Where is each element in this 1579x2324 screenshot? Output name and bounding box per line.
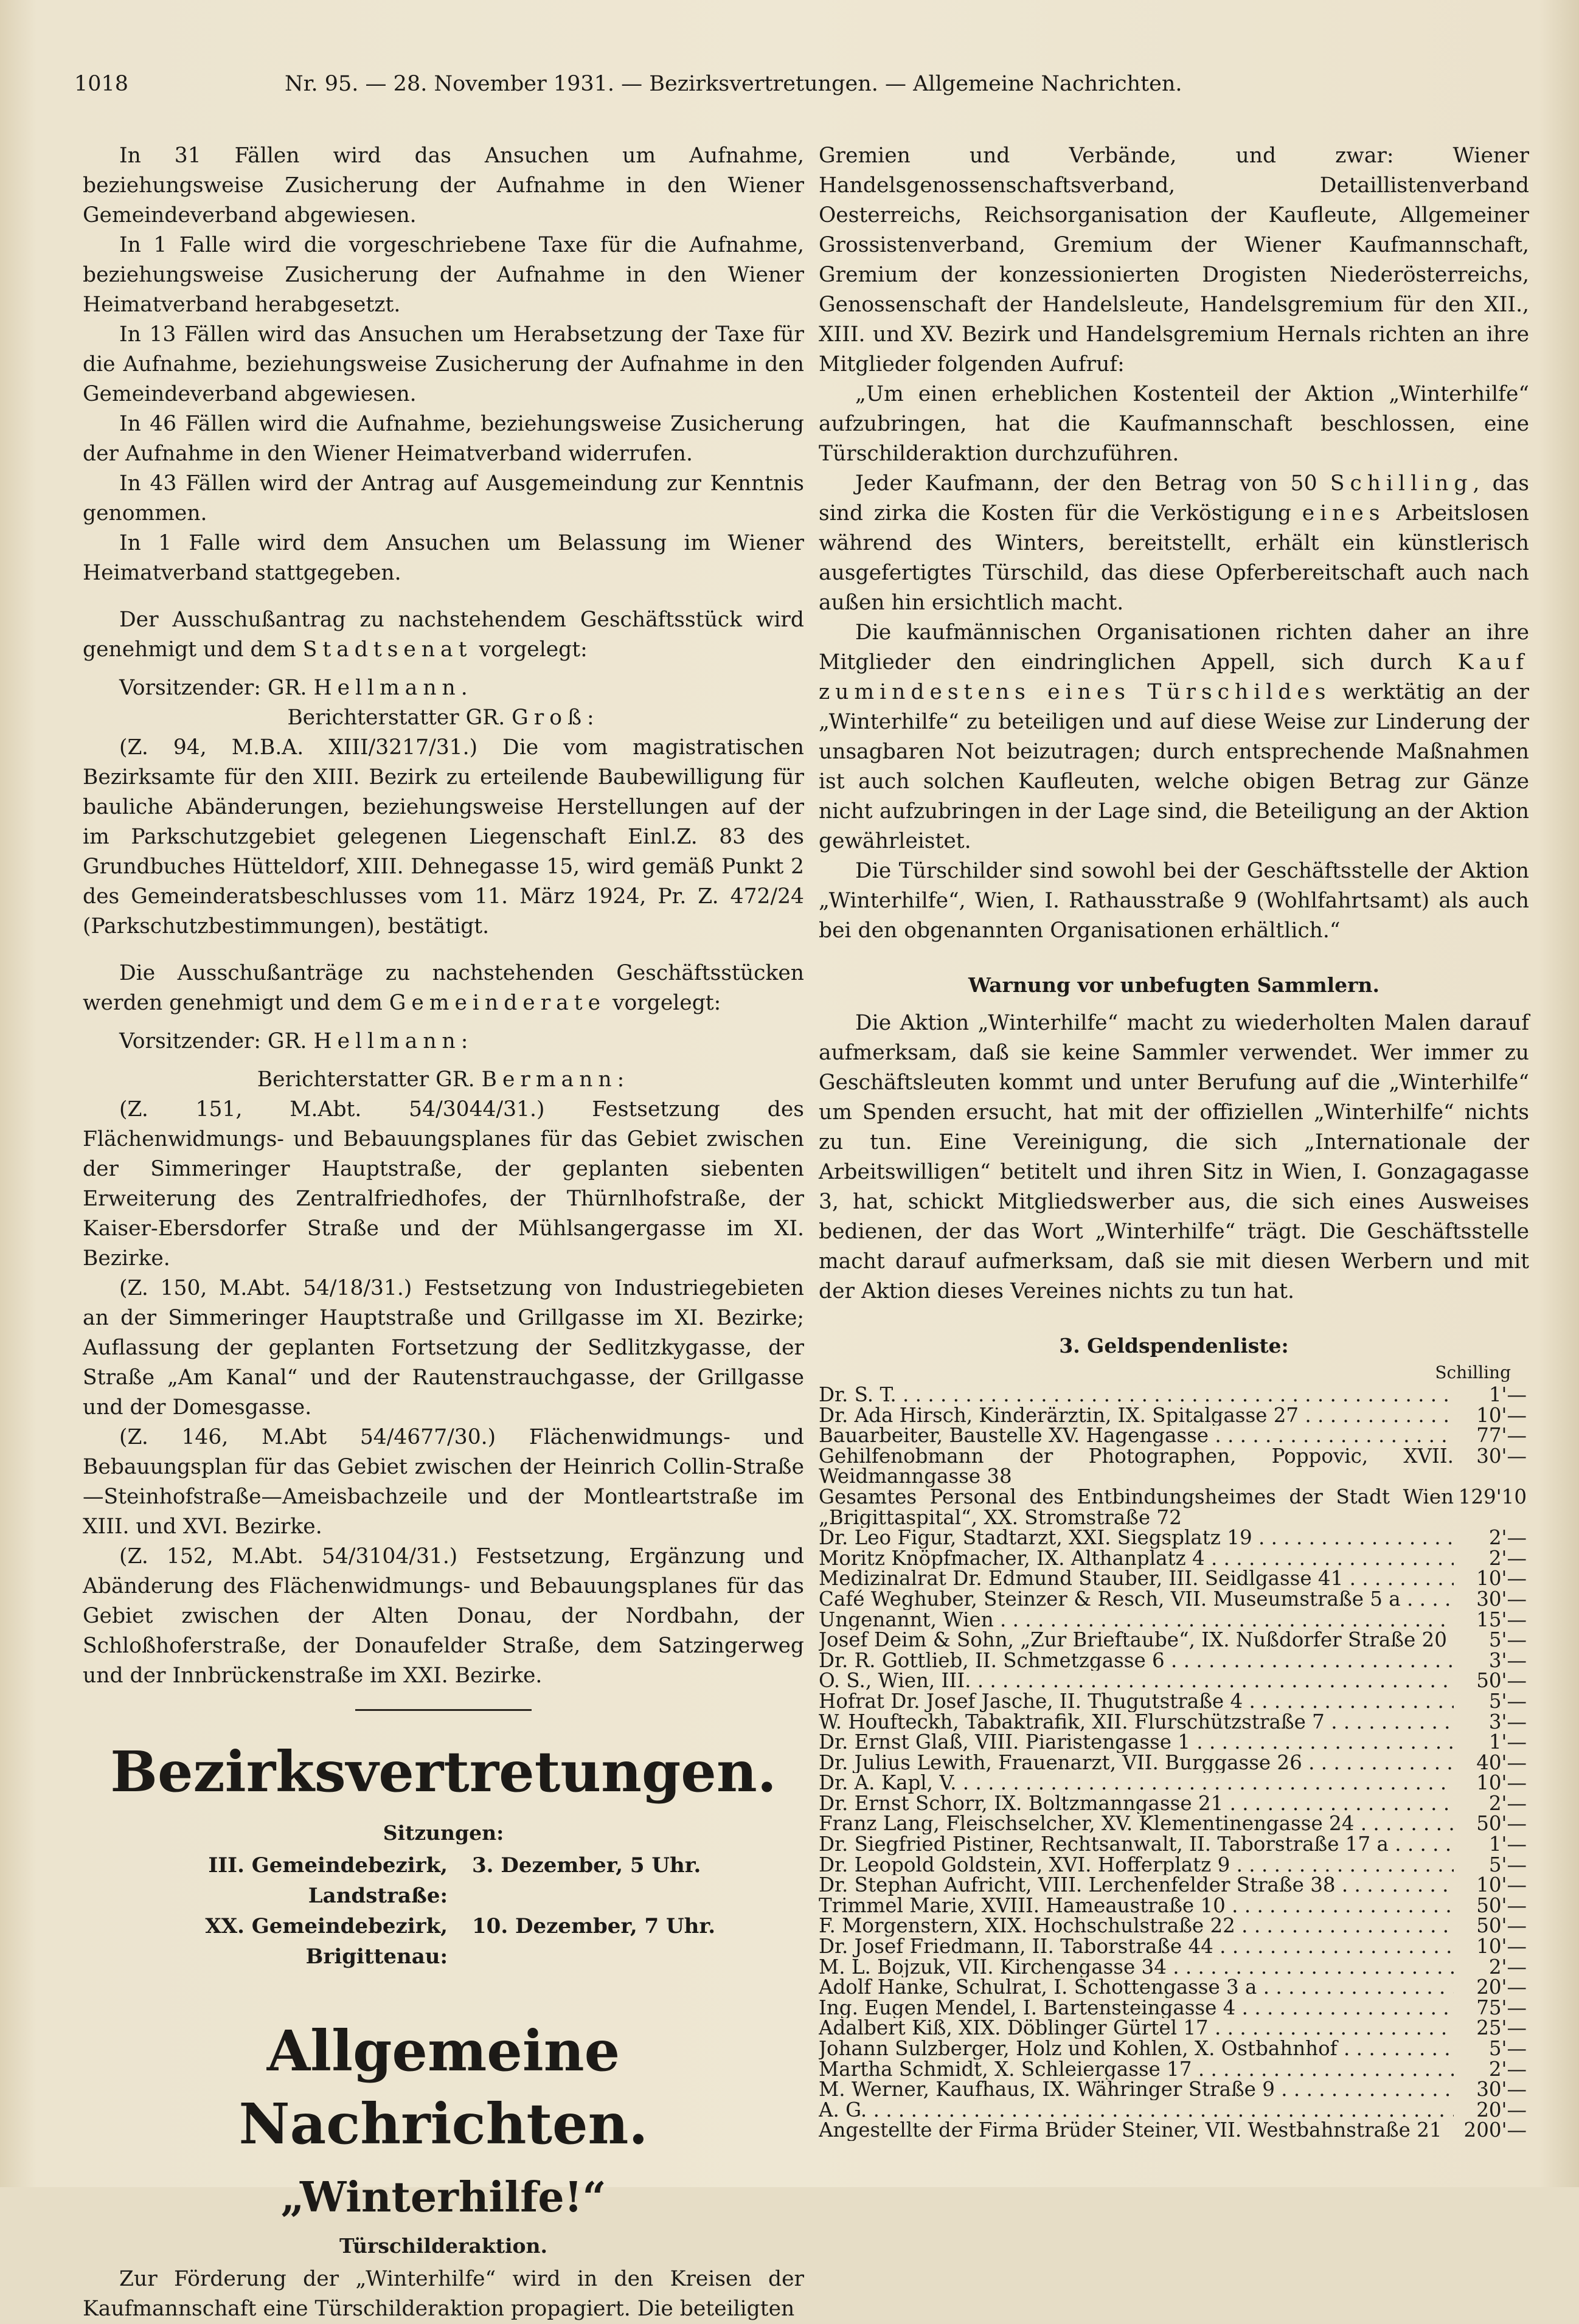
donor-name: Dr. Julius Lewith, Frauenarzt, VII. Burggasse 26 . . . bbox=[819, 1753, 1454, 1774]
donation-amount: 2'— bbox=[1488, 1526, 1527, 1550]
donation-amount: 20'— bbox=[1476, 2098, 1527, 2121]
agenda-item: (Z. 151, M.Abt. 54/3044/31.) Festsetzung des Flächenwidmungs- und Bebauungsplanes für das Gebiet zwischen der Simmeringer Hauptstraße, der geplanten siebenten Erweiterung des Zentralfriedhofes, der Thürnlhofstraße, der Kaiser-Ebersdorfer Straße und der Mühlsangergasse im XI. Bezirke. bbox=[83, 1097, 804, 1271]
donation-amount: 10'— bbox=[1476, 1873, 1527, 1897]
donation-row bbox=[819, 1834, 1529, 1855]
session-row bbox=[83, 1911, 804, 1972]
donation-amount: 10'— bbox=[1476, 1935, 1527, 1958]
donor-name: Dr. S. T. . . . bbox=[819, 1385, 1454, 1406]
warning-paragraph: Die Aktion „Winterhilfe“ macht zu wiederholten Malen darauf aufmerksam, daß sie keine Sammler verwendet. Wer immer zu Geschäftsleuten kommt und unter Berufung auf die „Winterhilfe“ um Spenden ersucht, hat mit der offiziellen „Winterhilfe“ nichts zu tun. Eine Vereinigung, die sich „Internationale der Arbeitswilligen“ betitelt und ihren Sitz in Wien, I. Gonzagagasse 3, hat, schickt Mitgliedswerber aus, die sich eines Ausweises bedienen, der das Wort „Winterhilfe“ trägt. Die Geschäftsstelle macht darauf aufmerksam, daß sie mit diesen Werbern und mit der Aktion dieses Vereines nichts zu tun hat. bbox=[819, 1011, 1529, 1303]
session-row bbox=[83, 1850, 804, 1911]
section-divider bbox=[355, 1709, 532, 1711]
chair-1: Vorsitzender: GR. Hellmann. bbox=[119, 676, 473, 700]
donor-name: Bauarbeiter, Baustelle XV. Hagengasse . . . bbox=[819, 1426, 1454, 1446]
tuerschild-heading: Türschilderaktion. bbox=[339, 2234, 548, 2258]
donation-amount: 10'— bbox=[1476, 1403, 1527, 1427]
donation-row bbox=[819, 1610, 1529, 1631]
donation-row bbox=[819, 1893, 1529, 1917]
donation-row bbox=[819, 1487, 1529, 1528]
donation-amount: 75'— bbox=[1476, 1996, 1527, 2019]
donation-amount: 2'— bbox=[1488, 1546, 1527, 1570]
donor-name: A. G. . . . bbox=[819, 2100, 1454, 2121]
donor-name: Dr. Ernst Glaß, VIII. Piaristengasse 1 . . . bbox=[819, 1732, 1454, 1753]
session-date: 3. Dezember, 5 Uhr. bbox=[472, 1853, 701, 1878]
donation-amount: 15'— bbox=[1476, 1608, 1527, 1631]
donor-name: Dr. Josef Friedmann, II. Taborstraße 44 . . . bbox=[819, 1937, 1454, 1957]
section-title-allgemeine-nachrichten: Allgemeine Nachrichten. bbox=[238, 2018, 648, 2157]
continuation-paragraph: Gremien und Verbände, und zwar: Wiener Handelsgenossenschaftsverband, Detaillistenverband Oesterreichs, Reichsorganisation der Kaufleute, Allgemeiner Grossistenverband, Gremium der Wiener Kaufmannschaft, Gremium der konzessionierten Drogisten Niederösterreichs, Genossenschaft der Handelsleute, Handelsgremium für den XII., XIII. und XV. Bezirk und Handelsgremium Hernals richten an ihre Mitglieder folgenden Aufruf: bbox=[819, 144, 1529, 376]
donor-name: Martha Schmidt, X. Schleiergasse 17 . . . bbox=[819, 2059, 1454, 2080]
donation-amount: 5'— bbox=[1488, 2037, 1527, 2060]
rapporteur-2: Berichterstatter GR. Bermann: bbox=[257, 1067, 630, 1092]
donation-amount: 1'— bbox=[1488, 1383, 1527, 1406]
agenda-item: (Z. 146, M.Abt 54/4677/30.) Flächenwidmungs- und Bebauungsplan für das Gebiet zwischen der Heinrich Collin-Straße—Steinhofstraße—Ameisbachzeile und der Montleartstraße im XIII. und XVI. Bezirke. bbox=[83, 1425, 804, 1539]
donation-row bbox=[819, 1426, 1529, 1446]
section-title-bezirksvertretungen: Bezirksvertretungen. bbox=[110, 1739, 777, 1805]
donation-list bbox=[819, 1385, 1529, 2141]
donor-name: M. L. Bojzuk, VII. Kirchengasse 34 . . . bbox=[819, 1957, 1454, 1978]
donation-amount: 5'— bbox=[1488, 1689, 1527, 1713]
donor-name: Adalbert Kiß, XIX. Döblinger Gürtel 17 . . . bbox=[819, 2018, 1454, 2039]
donor-name: Gehilfenobmann der Photographen, Poppovic, XVII. Weidmanngasse 38 bbox=[819, 1446, 1454, 1487]
donation-row bbox=[819, 1403, 1529, 1427]
donation-row bbox=[819, 2120, 1529, 2141]
committee-motion-2: Die Ausschußanträge zu nachstehenden Geschäftsstücken werden genehmigt und dem Gemeinderate vorgelegt: bbox=[83, 961, 804, 1015]
page-number: 1018 bbox=[74, 72, 129, 96]
decision-paragraph: In 46 Fällen wird die Aufnahme, beziehungsweise Zusicherung der Aufnahme in den Wiener Heimatverband widerrufen. bbox=[83, 412, 804, 466]
donor-name: Franz Lang, Fleischselcher, XV. Klementinengasse 24 . . . bbox=[819, 1814, 1454, 1834]
donor-name: Adolf Hanke, Schulrat, I. Schottengasse 3 a . . . bbox=[819, 1977, 1454, 1998]
donor-name: Trimmel Marie, XVIII. Hameaustraße 10 . . . bbox=[819, 1896, 1454, 1916]
donation-row bbox=[819, 1791, 1529, 1815]
donation-row bbox=[819, 1855, 1529, 1876]
donation-row bbox=[819, 1875, 1529, 1896]
agenda-item: (Z. 150, M.Abt. 54/18/31.) Festsetzung von Industriegebieten an der Simmeringer Hauptstraße und Grillgasse im XI. Bezirke; Auflassung der geplanten Fortsetzung der Sedlitzkygasse, der Straße „Am Kanal“ und der Rautenstrauchgasse, der Grillgasse und der Domesgasse. bbox=[83, 1276, 804, 1420]
donation-amount: 25'— bbox=[1476, 2016, 1527, 2040]
session-district: III. Gemeindebezirk, Landstraße: bbox=[208, 1853, 448, 1908]
currency-label: Schilling bbox=[1435, 1362, 1511, 1382]
donor-name: M. Werner, Kaufhaus, IX. Währinger Straße 9 . . . bbox=[819, 2079, 1454, 2100]
donation-amount: 5'— bbox=[1488, 1853, 1527, 1876]
donor-name: Dr. Siegfried Pistiner, Rechtsanwalt, II. Taborstraße 17 a . . . bbox=[819, 1834, 1454, 1855]
donation-amount: 2'— bbox=[1488, 1791, 1527, 1815]
donor-name: Dr. Ada Hirsch, Kinderärztin, IX. Spitalgasse 27 . . . bbox=[819, 1406, 1454, 1426]
donor-name: Johann Sulzberger, Holz und Kohlen, X. Ostbahnhof . . . bbox=[819, 2039, 1454, 2059]
tuerschild-intro: Zur Förderung der „Winterhilfe“ wird in den Kreisen der Kaufmannschaft eine Türschilderaktion propagiert. Die beteiligten bbox=[83, 2267, 804, 2321]
decision-paragraphs bbox=[83, 141, 804, 588]
warning-heading: Warnung vor unbefugten Sammlern. bbox=[968, 973, 1380, 997]
donation-amount: 50'— bbox=[1476, 1914, 1527, 1938]
donation-amount: 30'— bbox=[1476, 1587, 1527, 1611]
donor-name: Gesamtes Personal des Entbindungsheimes der Stadt Wien „Brigittaspital“, XX. Stromstraße 72 bbox=[819, 1486, 1454, 1528]
committee-motion-1: Der Ausschußantrag zu nachstehendem Geschäftsstück wird genehmigt und dem Stadtsenat vorgelegt: bbox=[83, 608, 804, 662]
donation-row bbox=[819, 2059, 1529, 2080]
decision-paragraph: In 1 Falle wird die vorgeschriebene Taxe für die Aufnahme, beziehungsweise Zusicherung der Aufnahme in den Wiener Heimatverband herabgesetzt. bbox=[83, 233, 804, 317]
donor-name: F. Morgenstern, XIX. Hochschulstraße 22 . . . bbox=[819, 1916, 1454, 1937]
donor-name: Dr. Stephan Aufricht, VIII. Lerchenfelder Straße 38 . . . bbox=[819, 1875, 1454, 1896]
donor-name: Café Weghuber, Steinzer & Resch, VII. Museumstraße 5 a . . . bbox=[819, 1589, 1454, 1610]
donor-name: Dr. Leo Figur, Stadtarzt, XXI. Siegsplatz 19 . . . bbox=[819, 1528, 1454, 1549]
session-date: 10. Dezember, 7 Uhr. bbox=[472, 1914, 716, 1938]
sessions-list bbox=[83, 1850, 804, 1972]
donation-amount: 200'— bbox=[1463, 2118, 1527, 2142]
donor-name: Dr. R. Gottlieb, II. Schmetzgasse 6 . . . bbox=[819, 1651, 1454, 1671]
donation-row bbox=[819, 1671, 1529, 1691]
donor-name: Josef Deim & Sohn, „Zur Brieftaube“, IX. Nußdorfer Straße 20 bbox=[819, 1630, 1447, 1651]
decision-paragraph: In 43 Fällen wird der Antrag auf Ausgemeindung zur Kenntnis genommen. bbox=[83, 471, 804, 526]
running-title: Nr. 95. — 28. November 1931. — Bezirksvertretungen. — Allgemeine Nachrichten. bbox=[285, 72, 1182, 96]
donation-row bbox=[819, 2079, 1529, 2100]
donation-row bbox=[819, 1528, 1529, 1549]
donation-amount: 2'— bbox=[1488, 1955, 1527, 1979]
winterhilfe-title: „Winterhilfe!“ bbox=[280, 2173, 606, 2222]
donation-amount: 50'— bbox=[1476, 1669, 1527, 1693]
donation-row bbox=[819, 2100, 1529, 2121]
donation-amount: 30'— bbox=[1476, 2078, 1527, 2101]
appeal-paragraph-2: Jeder Kaufmann, der den Betrag von 50 Schilling, das sind zirka die Kosten für die Verköstigung eines Arbeitslosen während des Winters, bereitstellt, erhält ein künstlerisch ausgefertigtes Türschild, das diese Opferbereitschaft auch nach außen hin ersichtlich macht. bbox=[819, 471, 1530, 615]
donor-name: O. S., Wien, III. . . . bbox=[819, 1671, 1454, 1691]
donation-row bbox=[819, 1569, 1529, 1589]
donor-name: Medizinalrat Dr. Edmund Stauber, III. Seidlgasse 41 . . . bbox=[819, 1569, 1454, 1589]
donation-row bbox=[819, 2018, 1529, 2039]
donation-amount: 30'— bbox=[1476, 1444, 1527, 1468]
appeal-paragraph-4: Die Türschilder sind sowohl bei der Geschäftsstelle der Aktion „Winterhilfe“, Wien, I. Rathausstraße 9 (Wohlfahrtsamt) als auch bei den obgenannten Organisationen erhältlich.“ bbox=[819, 859, 1529, 943]
donation-row bbox=[819, 1773, 1529, 1794]
donation-amount: 20'— bbox=[1476, 1975, 1527, 1999]
donor-name: Hofrat Dr. Josef Jasche, II. Thugutstraße 4 . . . bbox=[819, 1691, 1454, 1712]
donation-amount: 3'— bbox=[1488, 1710, 1527, 1733]
donor-name: Dr. A. Kapl, V. . . . bbox=[819, 1773, 1454, 1794]
donor-name: Moritz Knöpfmacher, IX. Althanplatz 4 . . . bbox=[819, 1549, 1454, 1569]
donation-amount: 1'— bbox=[1488, 1730, 1527, 1754]
donation-row bbox=[819, 1977, 1529, 1998]
session-district: XX. Gemeindebezirk, Brigittenau: bbox=[205, 1914, 448, 1969]
donation-row bbox=[819, 1957, 1529, 1978]
donor-name: Dr. Ernst Schorr, IX. Boltzmanngasse 21 . . . bbox=[819, 1794, 1454, 1814]
donation-amount: 1'— bbox=[1488, 1833, 1527, 1856]
donation-row bbox=[819, 1691, 1529, 1712]
donation-row bbox=[819, 1998, 1529, 2019]
decision-paragraph: In 31 Fällen wird das Ansuchen um Aufnahme, beziehungsweise Zusicherung der Aufnahme in den Wiener Gemeindeverband abgewiesen. bbox=[83, 144, 804, 227]
donation-row bbox=[819, 1712, 1529, 1733]
donation-row bbox=[819, 1589, 1529, 1610]
chair-2: Vorsitzender: GR. Hellmann: bbox=[119, 1029, 474, 1053]
donation-row bbox=[819, 1385, 1529, 1406]
donor-name: Angestellte der Firma Brüder Steiner, VII. Westbahnstraße 21 bbox=[819, 2120, 1442, 2141]
donation-row bbox=[819, 1446, 1529, 1487]
donor-name: Ing. Eugen Mendel, I. Bartensteingasse 4 . . . bbox=[819, 1998, 1454, 2019]
agenda-item: (Z. 94, M.B.A. XIII/3217/31.) Die vom magistratischen Bezirksamte für den XIII. Bezirk zu erteilende Baubewilligung für bauliche Abänderungen, beziehungsweise Herstellungen auf der im Parkschutzgebiet gelegenen Liegenschaft Einl.Z. 83 des Grundbuches Hütteldorf, XIII. Dehnegasse 15, wird gemäß Punkt 2 des Gemeinderatsbeschlusses vom 11. März 1924, Pr. Z. 472/24 (Parkschutzbestimmungen), bestätigt. bbox=[83, 735, 804, 938]
right-column bbox=[819, 141, 1529, 2141]
donation-row bbox=[819, 1630, 1529, 1651]
donation-row bbox=[819, 1916, 1529, 1937]
donation-amount: 50'— bbox=[1476, 1812, 1527, 1836]
agenda-item: (Z. 152, M.Abt. 54/3104/31.) Festsetzung, Ergänzung und Abänderung des Flächenwidmungs- und Bebauungsplanes für das Gebiet zwischen der Alten Donau, der Nordbahn, der Schloßhoferstraße, der Donaufelder Straße, dem Satzingerweg und der Innbrückenstraße im XXI. Bezirke. bbox=[83, 1544, 804, 1688]
decision-paragraph: In 13 Fällen wird das Ansuchen um Herabsetzung der Taxe für die Aufnahme, beziehungsweise Zusicherung der Aufnahme in den Gemeindeverband abgewiesen. bbox=[83, 322, 804, 406]
donation-amount: 2'— bbox=[1488, 2057, 1527, 2081]
donation-list-title: 3. Geldspendenliste: bbox=[1059, 1334, 1289, 1358]
page-header bbox=[74, 72, 1248, 108]
appeal-paragraph-1: „Um einen erheblichen Kostenteil der Aktion „Winterhilfe“ aufzubringen, hat die Kaufmannschaft beschlossen, eine Türschilderaktion durchzuführen. bbox=[819, 382, 1529, 466]
donor-name: Ungenannt, Wien . . . bbox=[819, 1610, 1454, 1631]
donor-name: W. Houfteckh, Tabaktrafik, XII. Flurschützstraße 7 . . . bbox=[819, 1712, 1454, 1733]
rapporteur-1: Berichterstatter GR. Groß: bbox=[287, 706, 600, 730]
decision-paragraph: In 1 Falle wird dem Ansuchen um Belassung im Wiener Heimatverband stattgegeben. bbox=[83, 531, 804, 585]
donation-amount: 5'— bbox=[1488, 1628, 1527, 1652]
donation-amount: 10'— bbox=[1476, 1567, 1527, 1590]
donation-row bbox=[819, 1732, 1529, 1753]
appeal-paragraph-3: Die kaufmännischen Organisationen richten daher an ihre Mitglieder den eindringlichen Appell, sich durch Kauf zumindestens eines Türschildes werktätig an der „Winterhilfe“ zu beteiligen und auf diese Weise zur Linderung der unsagbaren Not beizutragen; durch entsprechende Maßnahmen ist auch solchen Kaufleuten, welche obigen Betrag zur Gänze nicht aufzubringen in der Lage sind, die Beteiligung an der Aktion gewährleistet. bbox=[819, 620, 1530, 853]
donation-amount: 129'10 bbox=[1458, 1485, 1527, 1508]
donation-row bbox=[819, 1814, 1529, 1834]
donation-row bbox=[819, 1750, 1529, 1774]
sessions-label: Sitzungen: bbox=[383, 1821, 504, 1845]
donation-amount: 77'— bbox=[1476, 1424, 1527, 1448]
donation-row bbox=[819, 1546, 1529, 1570]
donor-name: Dr. Leopold Goldstein, XVI. Hofferplatz 9 . . . bbox=[819, 1855, 1454, 1876]
donation-amount: 10'— bbox=[1476, 1771, 1527, 1795]
donation-row bbox=[819, 1648, 1529, 1672]
donation-amount: 40'— bbox=[1476, 1750, 1527, 1774]
left-column bbox=[83, 141, 804, 2324]
donation-amount: 3'— bbox=[1488, 1648, 1527, 1672]
donation-row bbox=[819, 2039, 1529, 2059]
donation-amount: 50'— bbox=[1476, 1893, 1527, 1917]
agenda-items bbox=[83, 1095, 804, 1691]
donation-row bbox=[819, 1937, 1529, 1957]
